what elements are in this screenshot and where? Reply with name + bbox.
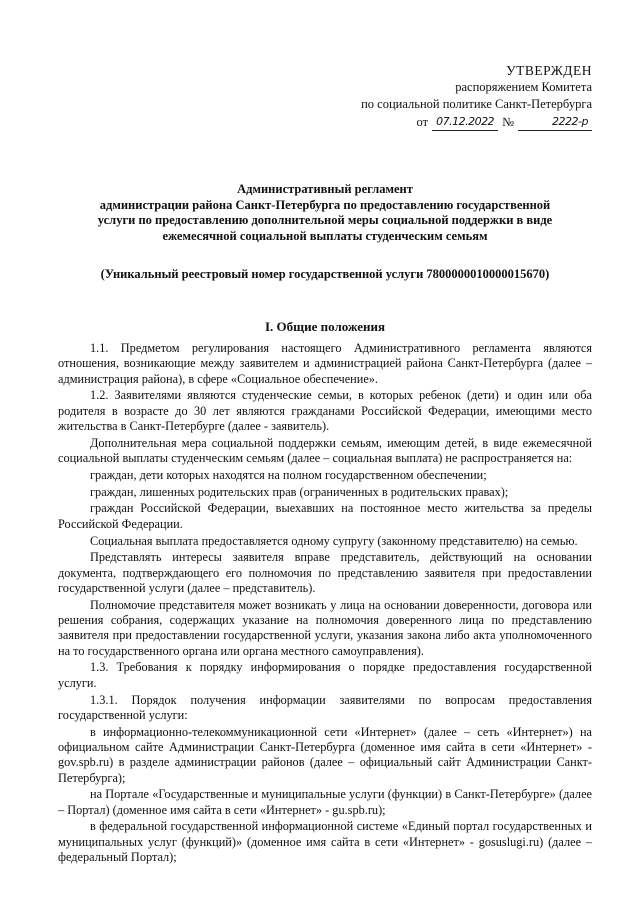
paragraph: Дополнительная мера социальной поддержки семьям, имеющим детей, в виде ежемесячной социальной выплаты студенческим семьям (далее – социальная выплата) не распространяется на: [58,435,592,466]
paragraph: в информационно-телекоммуникационной сети «Интернет» (далее – сеть «Интернет») на официальном сайте Администрации Санкт-Петербурга (доменное имя сайта в сети «Интернет» - gov.spb.ru) в разделе администрации районов (далее – официальный сайт Администрации Санкт-Петербурга); [58,724,592,785]
handwritten-number: 2222-р [518,113,592,131]
paragraph: Социальная выплата предоставляется одному супругу (законному представителю) на семью. [90,533,578,548]
document-title [60,182,590,244]
title-line: услуги по предоставлению дополнительной меры социальной поддержки в виде [97,213,553,227]
paragraph: граждан, лишенных родительских прав (ограниченных в родительских правах); [90,484,509,499]
paragraph: 1.3.1. Порядок получения информации заявителями по вопросам предоставления государственной услуги: [58,692,592,722]
from-label: от [416,115,429,129]
approval-date-number-line [417,113,593,131]
paragraph: граждан Российской Федерации, выехавших на постоянное место жительства за пределы Российской Федерации. [58,501,592,531]
number-label: № [502,115,514,129]
title-line: администрации района Санкт-Петербурга по предоставлению государственной [99,197,551,212]
title-line: ежемесячной социальной выплаты студенческим семьям [162,228,488,243]
registry-number: (Уникальный реестровый номер государственной услуги 7800000010000015670) [100,267,550,281]
paragraph: в федеральной государственной информационной системе «Единый портал государственных и муниципальных услуг (функций)» (доменное имя сайта в сети «Интернет» - gosuslugi.ru) (далее – федеральный Портал); [58,819,592,864]
paragraph: 1.1. Предметом регулирования настоящего Административного регламента являются отношения, возникающие между заявителем и администрацией района Санкт-Петербурга (далее – администрация района), в сфере «Социальное обеспечение». [58,341,592,386]
section-heading: I. Общие положения [265,319,385,334]
paragraph: граждан, дети которых находятся на полном государственном обеспечении; [90,467,487,482]
document-body [58,341,592,867]
paragraph: 1.2. Заявителями являются студенческие семьи, в которых ребенок (дети) и один или оба родителя в возрасте до 30 лет являются гражданами Российской Федерации, имеющими место жительства в Санкт-Петербурге (далее - заявитель). [58,388,592,433]
paragraph: 1.3. Требования к порядку информирования о порядке предоставления государственной услуги. [58,660,592,690]
approval-line-1: распоряжением Комитета [455,80,592,94]
paragraph: Представлять интересы заявителя вправе представитель, действующий на основании документа, подтверждающего его полномочия по представлению заявителя при предоставлении государственной услуги (далее – представитель). [58,550,592,595]
approval-line-2: по социальной политике Санкт-Петербурга [361,97,592,111]
paragraph: Полномочие представителя может возникать у лица на основании доверенности, договора или решения собрания, содержащих указание на полномочия доверенного лица по представлению заявителя при предоставлении государственной услуги, указания закона либо акта уполномоченного на то государственного органа или органа местного самоуправления). [58,597,592,658]
approval-title: УТВЕРЖДЕН [506,63,592,78]
approval-stamp [361,62,592,131]
title-line: Административный регламент [237,182,413,196]
paragraph: на Портале «Государственные и муниципальные услуги (функции) в Санкт-Петербурге» (далее – Портал) (доменное имя сайта в сети «Интернет» - gu.spb.ru); [58,787,592,817]
handwritten-date: 07.12.2022 [432,113,498,131]
